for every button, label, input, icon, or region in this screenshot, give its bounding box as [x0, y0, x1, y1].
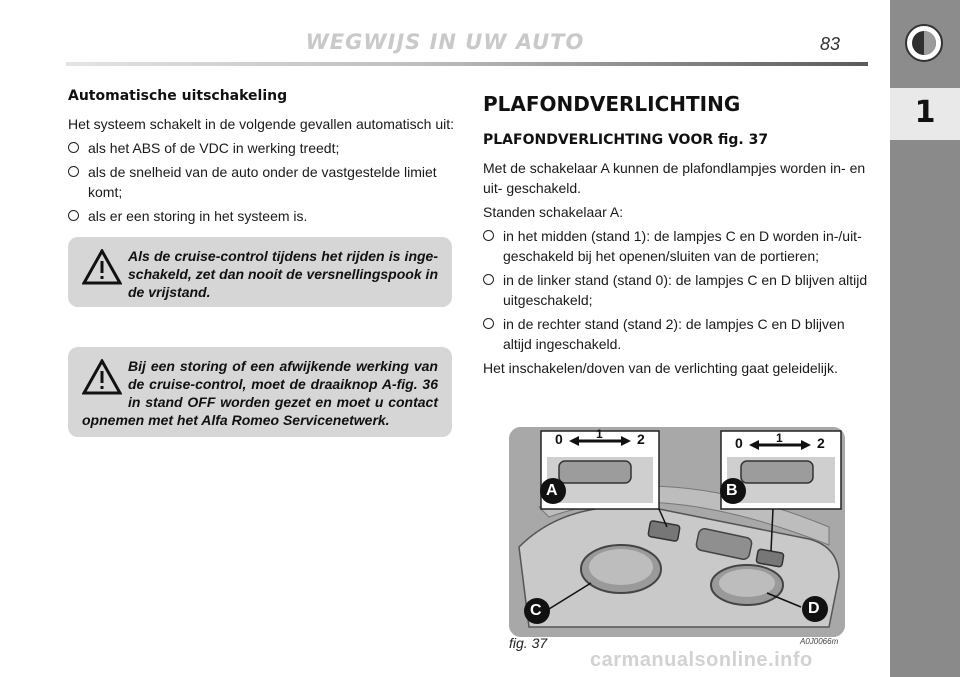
- switch-mark-0: 0: [735, 435, 743, 451]
- warning-box: [68, 237, 452, 307]
- list-item: in het midden (stand 1): de lampjes C en D worden in-/uit- geschakeld bij het openen/sluiten van de portieren;: [483, 226, 869, 266]
- watermark: carmanualsonline.info: [590, 649, 813, 671]
- ceiling-light-illustration: [509, 427, 845, 637]
- list-item: in de rechter stand (stand 2): de lampjes C en D blijven altijd ingeschakeld.: [483, 314, 869, 354]
- figure-code: A0J0066m: [800, 637, 839, 646]
- list-item: als er een storing in het systeem is.: [68, 206, 458, 226]
- switch-mark-0: 0: [555, 431, 563, 447]
- running-header: WEGWIJS IN UW AUTO: [305, 30, 585, 54]
- outro-paragraph: Het inschakelen/doven van de verlichting gaat geleidelijk.: [483, 360, 838, 376]
- bullet-circle-icon: [68, 142, 79, 153]
- chapter-number: 1: [914, 95, 936, 130]
- bullet-circle-icon: [68, 166, 79, 177]
- figure-label-c: C: [530, 602, 542, 619]
- list-item: in de linker stand (stand 0): de lampjes C en D blijven altijd uitgeschakeld;: [483, 270, 869, 310]
- left-column: [68, 88, 458, 230]
- list-item: als de snelheid van de auto onder de vastgestelde limiet komt;: [68, 162, 458, 202]
- warning-triangle-icon: [82, 359, 122, 395]
- switch-mark-1: 1: [596, 427, 603, 441]
- intro-paragraph: Het systeem schakelt in de volgende gevallen automatisch uit:: [68, 116, 454, 132]
- list-item: als het ABS of de VDC in werking treedt;: [68, 138, 458, 158]
- warning-triangle-icon: [82, 249, 122, 285]
- right-column: [483, 88, 869, 382]
- switch-mark-1: 1: [776, 431, 783, 445]
- figure-drawing: [509, 427, 845, 637]
- header-rule: [66, 62, 868, 66]
- figure-label-b: B: [726, 482, 738, 499]
- warning-box: [68, 347, 452, 437]
- logo-inner: [912, 31, 936, 55]
- chapter-side-tab: [890, 0, 960, 677]
- figure-label-d: D: [808, 600, 820, 617]
- section-title: PLAFONDVERLICHTING: [483, 92, 741, 116]
- switch-mark-2: 2: [817, 435, 825, 451]
- section-subhead: Automatische uitschakeling: [68, 88, 288, 104]
- bullet-circle-icon: [483, 274, 494, 285]
- warning-text: Bij een storing of een afwijkende werking van de cruise-control, moet de draaiknop A-fig. 36 in stand OFF worden gezet en moet u contact opnemen met het Alfa Romeo Servicenetwerk.: [82, 358, 438, 428]
- page-number: 83: [820, 34, 841, 54]
- warning-text: Als de cruise-control tijdens het rijden is inge- schakeld, zet dan nooit de versnellingspook in de vrijstand.: [128, 248, 438, 300]
- figure-caption: fig. 37: [509, 635, 548, 651]
- bullet-circle-icon: [68, 210, 79, 221]
- standen-label: Standen schakelaar A:: [483, 204, 624, 220]
- figure-label-a: A: [546, 482, 558, 499]
- alfa-romeo-logo-icon: [905, 24, 943, 62]
- intro-paragraph: Met de schakelaar A kunnen de plafondlampjes worden in- en uit- geschakeld.: [483, 160, 866, 196]
- section-subtitle: PLAFONDVERLICHTING VOOR fig. 37: [483, 132, 769, 148]
- switch-mark-2: 2: [637, 431, 645, 447]
- bullet-circle-icon: [483, 318, 494, 329]
- bullet-circle-icon: [483, 230, 494, 241]
